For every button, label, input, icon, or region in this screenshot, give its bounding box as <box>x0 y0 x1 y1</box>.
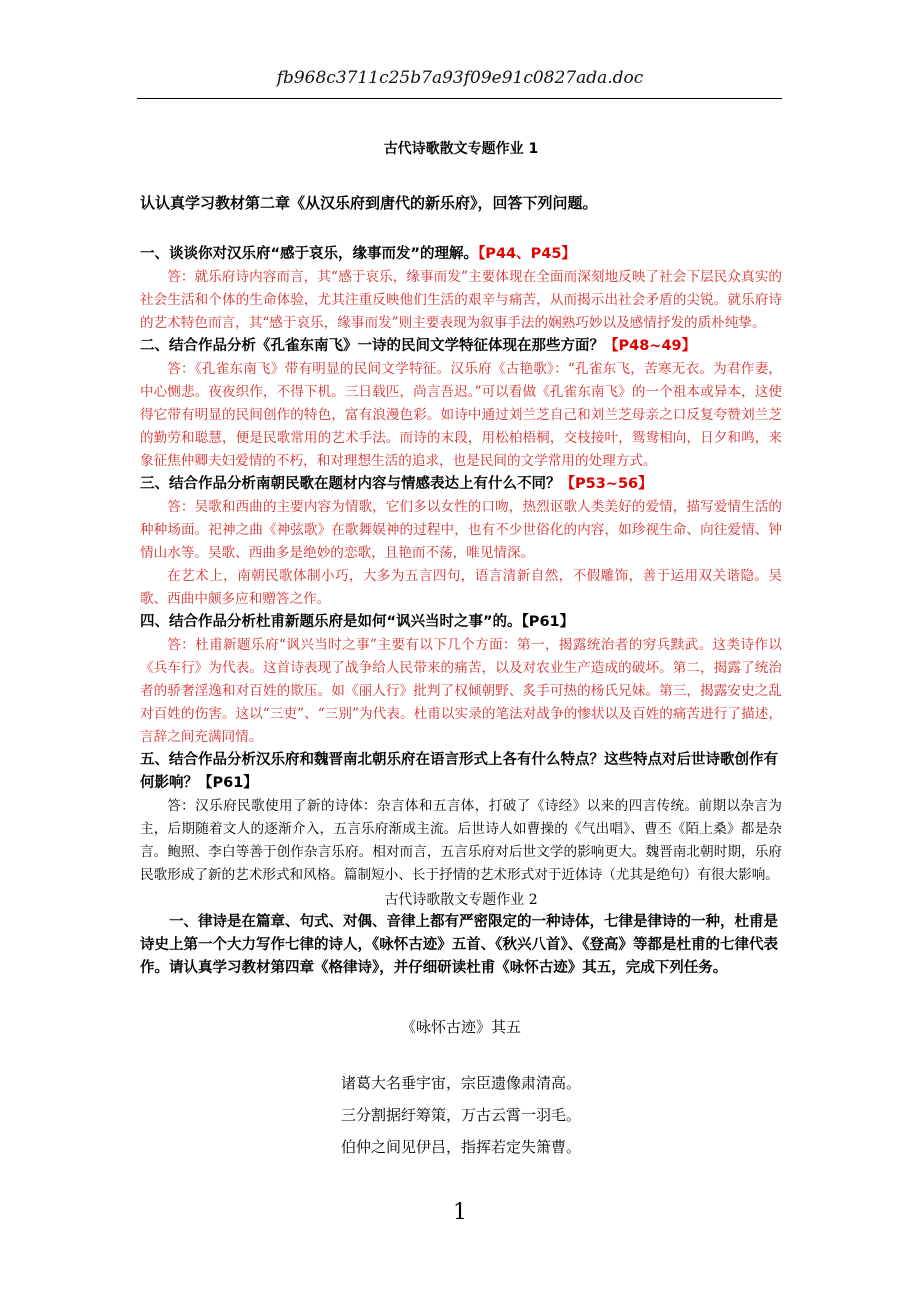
question-1 <box>140 243 782 335</box>
question-5 <box>140 749 782 887</box>
task-instructions: 一、律诗是在篇章、句式、对偶、音律上都有严密限定的一种诗体，七律是律诗的一种，杜甫是诗史上第一个大力写作七律的诗人，《咏怀古迹》五首、《秋兴八首》、《登高》等都是杜甫的七律代表作。请认真学习教材第四章《格律诗》，并仔细研读杜甫《咏怀古迹》其五，完成下列任务。 <box>140 914 778 976</box>
header-divider <box>137 98 782 99</box>
answer-text: 答：汉乐府民歌使用了新的诗体：杂言体和五言体，打破了《诗经》以来的四言传统。前期以杂言为主，后期随着文人的逐渐介入，五言乐府渐成主流。后世诗人如曹操的《气出唱》、曹丕《陌上桑》都是杂言。鲍照、李白等善于创作杂言乐府。相对而言，五言乐府对后世文学的影响更大。魏晋南北朝时期，乐府民歌形成了新的艺术形式和风格。篇制短小、长于抒情的艺术形式对于近体诗（尤其是绝句）有很大影响。 <box>140 798 782 883</box>
poem-title: 《咏怀古迹》其五 <box>400 1018 521 1036</box>
document-body <box>140 128 782 1163</box>
question-text: 五、结合作品分析汉乐府和魏晋南北朝乐府在语言形式上各有什么特点？这些特点对后世诗歌创作有何影响？ <box>140 752 778 791</box>
question-2 <box>140 335 782 473</box>
document-filename: fb968c3711c25b7a93f09e91c0827ada.doc <box>276 68 644 88</box>
page-number: 1 <box>453 1200 467 1225</box>
page-reference: 【P61】 <box>198 775 258 791</box>
page-reference: 【P61】 <box>521 614 575 630</box>
poem-line: 伯仲之间见伊吕，指挥若定失箫曹。 <box>340 1138 581 1156</box>
poem-body <box>140 1067 782 1163</box>
answer-text: 答：《孔雀东南飞》带有明显的民间文学特征。汉乐府《古艳歌》：“孔雀东飞，苦寒无衣。为君作妻，中心恻悲。夜夜织作，不得下机。三日载匹，尚言吾迟。”可以看做《孔雀东南飞》的一个祖本或异本，这使得它带有明显的民间创作的特色，富有浪漫色彩。如诗中通过刘兰芝自己和刘兰芝母亲之口反复夸赞刘兰芝的勤劳和聪慧，便是民歌常用的艺术手法。而诗的末段，用松柏梧桐，交枝接叶，鸳鸯相向，日夕和鸣，来象征焦仲卿夫妇爱情的不朽，和对理想生活的追求，也是民间的文学常用的处理方式。 <box>140 361 782 469</box>
answer-text: 答：吴歌和西曲的主要内容为情歌，它们多以女性的口吻，热烈讴歌人类美好的爱情，描写爱情生活的种种场面。祀神之曲《神弦歌》在歌舞娱神的过程中，也有不少世俗化的内容，如珍视生命、向往爱情、钟情山水等。吴歌、西曲多是绝妙的恋歌，且艳而不荡，唯见情深。 <box>140 499 782 561</box>
question-3 <box>140 473 782 611</box>
answer-text: 在艺术上，南朝民歌体制小巧，大多为五言四句，语言清新自然，不假雕饰，善于运用双关谐隐。吴歌、西曲中颇多应和赠答之作。 <box>140 568 782 607</box>
question-text: 一、谈谈你对汉乐府“感于哀乐，缘事而发”的理解。 <box>140 246 479 262</box>
question-text: 三、结合作品分析南朝民歌在题材内容与情感表达上有什么不同？ <box>140 476 561 492</box>
answer-text: 答：就乐府诗内容而言，其“感于哀乐，缘事而发”主要体现在全面而深刻地反映了社会下层民众真实的社会生活和个体的生命体验，尤其注重反映他们生活的艰辛与痛苦，从而揭示出社会矛盾的尖锐。就乐府诗的艺术特色而言，其“感于哀乐，缘事而发”则主要表现为叙事手法的娴熟巧妙以及感情抒发的质朴纯挚。 <box>140 269 782 331</box>
assignment-title-1: 古代诗歌散文专题作业 1 <box>383 141 539 157</box>
page-reference: 【P53~56】 <box>560 476 653 492</box>
answer-text: 答：杜甫新题乐府“讽兴当时之事”主要有以下几个方面：第一，揭露统治者的穷兵黩武。这类诗作以《兵车行》为代表。这首诗表现了战争给人民带来的痛苦，以及对农业生产造成的破坏。第二，揭露了统治者的骄奢淫逸和对百姓的欺压。如《丽人行》批判了权倾朝野、炙手可热的杨氏兄妹。第三，揭露安史之乱对百姓的伤害。这以“三吏”、“三别”为代表。杜甫以实录的笔法对战争的惨状以及百姓的痛苦进行了描述，言辞之间充满同情。 <box>140 637 782 745</box>
poem-line: 诸葛大名垂宇宙，宗臣遗像肃清高。 <box>340 1074 581 1092</box>
question-text: 四、结合作品分析杜甫新题乐府是如何“讽兴当时之事”的。 <box>140 614 522 630</box>
page-reference: 【P48~49】 <box>604 338 697 354</box>
assignment-intro: 认认真学习教材第二章《从汉乐府到唐代的新乐府》，回答下列问题。 <box>140 194 598 212</box>
poem-line: 三分割据纡筹策，万古云霄一羽毛。 <box>340 1106 581 1124</box>
question-4 <box>140 611 782 749</box>
page-reference: 【P44、P45】 <box>478 246 576 262</box>
question-text: 二、结合作品分析《孔雀东南飞》一诗的民间文学特征体现在那些方面？ <box>140 338 604 354</box>
assignment-title-2: 古代诗歌散文专题作业 2 <box>384 892 538 908</box>
